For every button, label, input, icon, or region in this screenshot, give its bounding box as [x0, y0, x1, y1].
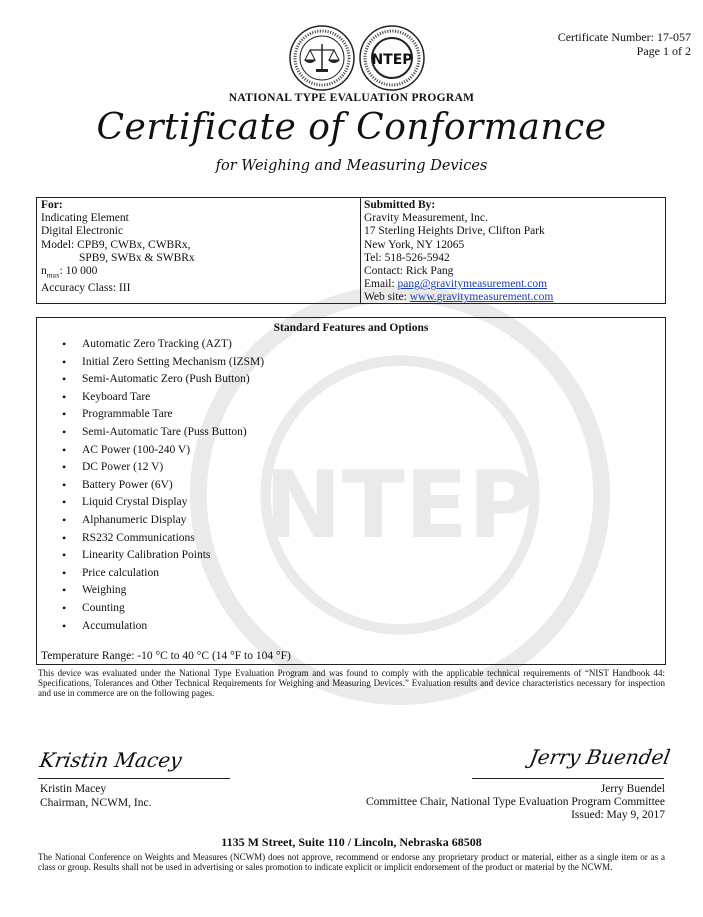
ntep-seal-icon	[358, 24, 426, 92]
temperature-range: Temperature Range: -10 °C to 40 °C (14 °F to 104 °F)	[41, 650, 291, 662]
nmax-value: : 10 000	[59, 265, 98, 278]
feature-item: • Automatic Zero Tracking (AZT)	[37, 336, 637, 354]
certificate-subtitle: for Weighing and Measuring Devices	[215, 158, 488, 174]
for-section	[41, 199, 195, 295]
right-signature-line	[472, 778, 664, 779]
scales-of-justice-seal-icon	[288, 24, 356, 92]
website-line	[364, 291, 553, 304]
feature-item: • Semi-Automatic Tare (Puss Button)	[37, 424, 637, 442]
features-heading: Standard Features and Options	[273, 322, 429, 334]
nmax-n: n	[41, 265, 47, 278]
feature-item: • Battery Power (6V)	[37, 477, 637, 495]
address-line-2: New York, NY 12065	[364, 238, 465, 251]
email-line	[364, 278, 553, 291]
model-line-2: SPB9, SWBx & SWBRx	[79, 251, 195, 264]
website-link[interactable]: www.gravitymeasurement.com	[409, 291, 554, 304]
right-signature: Jerry Buendel	[527, 745, 673, 769]
svg-text:NTEP: NTEP	[264, 451, 536, 559]
box-divider	[360, 198, 361, 303]
feature-item: • Price calculation	[37, 565, 637, 583]
feature-item: • Semi-Automatic Zero (Push Button)	[37, 371, 637, 389]
device-category: Digital Electronic	[41, 225, 124, 238]
certificate-number: Certificate Number: 17-057	[557, 30, 691, 44]
email-label: Email:	[364, 278, 398, 291]
left-signer-name: Kristin Macey	[40, 783, 107, 795]
ntep-seal-text: NTEP	[371, 52, 413, 68]
feature-item: • Linearity Calibration Points	[37, 547, 637, 565]
right-signer-title: Committee Chair, National Type Evaluation Program Committee	[365, 796, 665, 809]
issued-date: Issued: May 9, 2017	[571, 809, 665, 822]
feature-item: • AC Power (100-240 V)	[37, 442, 637, 460]
left-signature: Kristin Macey	[37, 748, 184, 772]
page-number: Page 1 of 2	[636, 44, 691, 58]
certificate-header	[558, 30, 691, 58]
feature-item: • Accumulation	[37, 618, 637, 636]
model-line-1: Model: CPB9, CWBx, CWBRx,	[41, 238, 191, 251]
feature-item: • Counting	[37, 600, 637, 618]
feature-item: • Alphanumeric Display	[37, 512, 637, 530]
nmax-line	[41, 265, 195, 282]
ncwm-address: 1135 M Street, Suite 110 / Lincoln, Nebraska 68508	[221, 835, 482, 849]
address-line-1: 17 Sterling Heights Drive, Clifton Park	[364, 225, 545, 238]
submitted-heading: Submitted By:	[364, 199, 436, 211]
features-box	[36, 317, 666, 665]
feature-item: • DC Power (12 V)	[37, 459, 637, 477]
program-name: NATIONAL TYPE EVALUATION PROGRAM	[228, 92, 475, 104]
email-link[interactable]: pang@gravitymeasurement.com	[397, 278, 548, 291]
feature-item: • Weighing	[37, 582, 637, 600]
device-type: Indicating Element	[41, 212, 129, 225]
telephone: Tel: 518-526-5942	[364, 251, 450, 264]
feature-item: • Keyboard Tare	[37, 389, 637, 407]
submitted-section	[364, 199, 553, 305]
right-signer-name: Jerry Buendel	[600, 783, 665, 795]
features-list	[37, 336, 637, 635]
feature-item: • Programmable Tare	[37, 406, 637, 424]
nmax-sub: max	[46, 270, 60, 280]
left-signature-line	[38, 778, 230, 779]
certificate-title: Certificate of Conformance	[96, 107, 607, 148]
for-heading: For:	[41, 199, 63, 211]
device-info-box	[36, 197, 666, 304]
company-name: Gravity Measurement, Inc.	[364, 212, 488, 225]
accuracy-class: Accuracy Class: III	[41, 281, 131, 294]
ncwm-disclaimer: The National Conference on Weights and Measures (NCWM) does not approve, recommend or endorse any proprietary product or material, either as a single item or as a class or group. Results shall not be used in advertising or sales promotion to indicate explicit or implicit endorsement of the product or material by the NCWM.	[38, 852, 665, 873]
website-label: Web site:	[364, 291, 410, 304]
left-signer-title: Chairman, NCWM, Inc.	[40, 797, 152, 809]
right-signer-block	[366, 783, 665, 823]
evaluation-note: This device was evaluated under the National Type Evaluation Program and was found to comply with the applicable technical requirements of “NIST Handbook 44: Specifications, Tolerances and Other Technical Requirements for Weighing and Measuring Devices.” Evaluation results and device characteristics necessary for inspection and use in commerce are on the following pages.	[38, 668, 665, 699]
feature-item: • RS232 Communications	[37, 530, 637, 548]
feature-item: • Initial Zero Setting Mechanism (IZSM)	[37, 354, 637, 372]
contact-name: Contact: Rick Pang	[364, 265, 454, 278]
feature-item: • Liquid Crystal Display	[37, 494, 637, 512]
